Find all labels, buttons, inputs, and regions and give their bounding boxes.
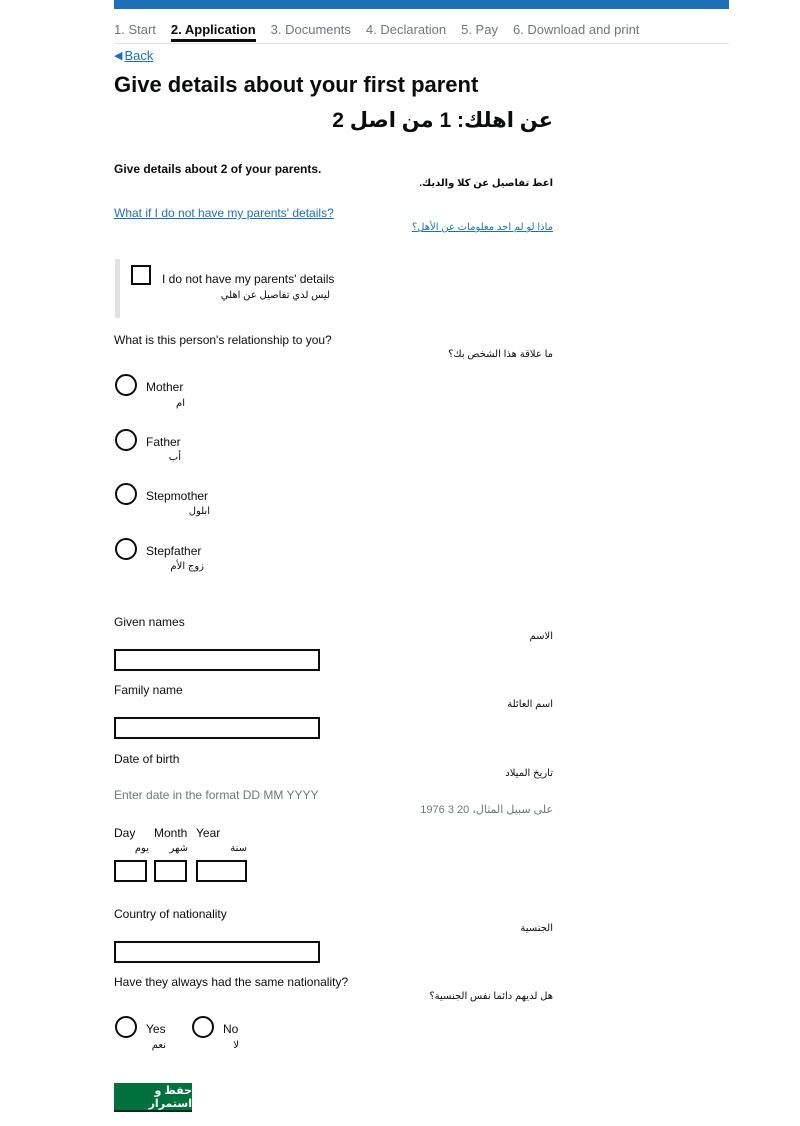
dob-day-label: Day [114,826,136,840]
relationship-question: What is this person's relationship to you? [114,333,332,347]
back-arrow-icon: ◀ [114,50,123,62]
given-names-label-arabic: الاسم [529,631,553,642]
same-nationality-question: Have they always had the same nationality? [114,975,349,989]
dob-month-input[interactable] [154,860,187,882]
top-bar [114,0,729,9]
steps-divider [114,43,729,44]
no-details-label[interactable]: I do not have my parents' details [162,272,335,286]
nationality-label: Country of nationality [114,907,227,921]
back-label: Back [124,48,154,63]
dob-hint-arabic: على سبيل المثال، 20 3 1976 [420,804,553,816]
radio-yes[interactable] [115,1016,137,1038]
radio-no-label[interactable]: No [223,1022,239,1036]
page-title: Give details about your first parent [114,72,479,97]
dob-day-input[interactable] [114,860,147,882]
dob-day-label-arabic: يوم [134,843,149,854]
inset-border [115,259,120,318]
nationality-label-arabic: الجنسية [520,923,553,934]
dob-year-input[interactable] [196,860,247,882]
dob-month-label-arabic: شهر [169,843,188,854]
help-link-arabic[interactable]: ماذا لو لم اجد معلومات عن الأهل؟ [411,222,553,233]
radio-stepfather-label[interactable]: Stepfather [146,544,202,558]
nationality-input[interactable] [114,941,320,963]
no-details-checkbox[interactable] [131,265,151,285]
given-names-label: Given names [114,615,185,629]
no-details-label-arabic[interactable]: ليس لدي تفاصيل عن اهلي [220,290,330,301]
radio-father-label[interactable]: Father [146,435,181,449]
dob-hint: Enter date in the format DD MM YYYY [114,788,319,802]
step-download: 6. Download and print [512,22,640,37]
page-title-arabic: عن اهلك: 1 من اصل 2 [332,109,553,132]
radio-stepmother[interactable] [115,483,137,505]
radio-no-label-arabic[interactable]: لا [233,1040,239,1051]
radio-stepfather[interactable] [115,538,137,560]
radio-father-label-arabic[interactable]: أب [168,452,181,463]
radio-no[interactable] [192,1016,214,1038]
family-name-input[interactable] [114,717,320,739]
help-link[interactable]: What if I do not have my parents' details? [114,206,334,220]
step-application[interactable]: 2. Application [171,22,256,42]
back-link[interactable] [114,48,153,63]
radio-stepfather-label-arabic[interactable]: زوج الأم [170,561,204,572]
step-documents: 3. Documents [270,22,351,37]
family-name-label-arabic: اسم العائلة [507,699,553,710]
step-start[interactable]: 1. Start [114,22,156,37]
given-names-input[interactable] [114,649,320,671]
radio-yes-label[interactable]: Yes [146,1022,166,1036]
progress-steps [114,22,654,42]
dob-year-label-arabic: سنة [230,843,247,854]
relationship-question-arabic: ما علاقة هذا الشخص بك؟ [448,349,553,360]
dob-year-label: Year [196,826,221,840]
parents-hint: Give details about 2 of your parents. [114,162,322,176]
radio-yes-label-arabic[interactable]: نعم [151,1040,166,1051]
dob-month-label: Month [154,826,188,840]
family-name-label: Family name [114,683,183,697]
dob-label: Date of birth [114,752,180,766]
save-and-continue-button[interactable]: حفظ و استمرار [114,1083,192,1110]
same-nationality-question-arabic: هل لديهم دائما نفس الجنسية؟ [429,991,553,1002]
radio-mother[interactable] [115,374,137,396]
radio-father[interactable] [115,429,137,451]
parents-hint-arabic: اعط تفاصيل عن كلا والديك. [419,178,553,189]
radio-mother-label[interactable]: Mother [146,380,184,394]
radio-stepmother-label-arabic[interactable]: ابلول [188,506,210,517]
step-declaration: 4. Declaration [365,22,447,37]
dob-label-arabic: تاريخ الميلاد [505,768,553,779]
radio-mother-label-arabic[interactable]: ام [176,398,185,409]
step-pay: 5. Pay [461,22,498,37]
radio-stepmother-label[interactable]: Stepmother [146,489,209,503]
